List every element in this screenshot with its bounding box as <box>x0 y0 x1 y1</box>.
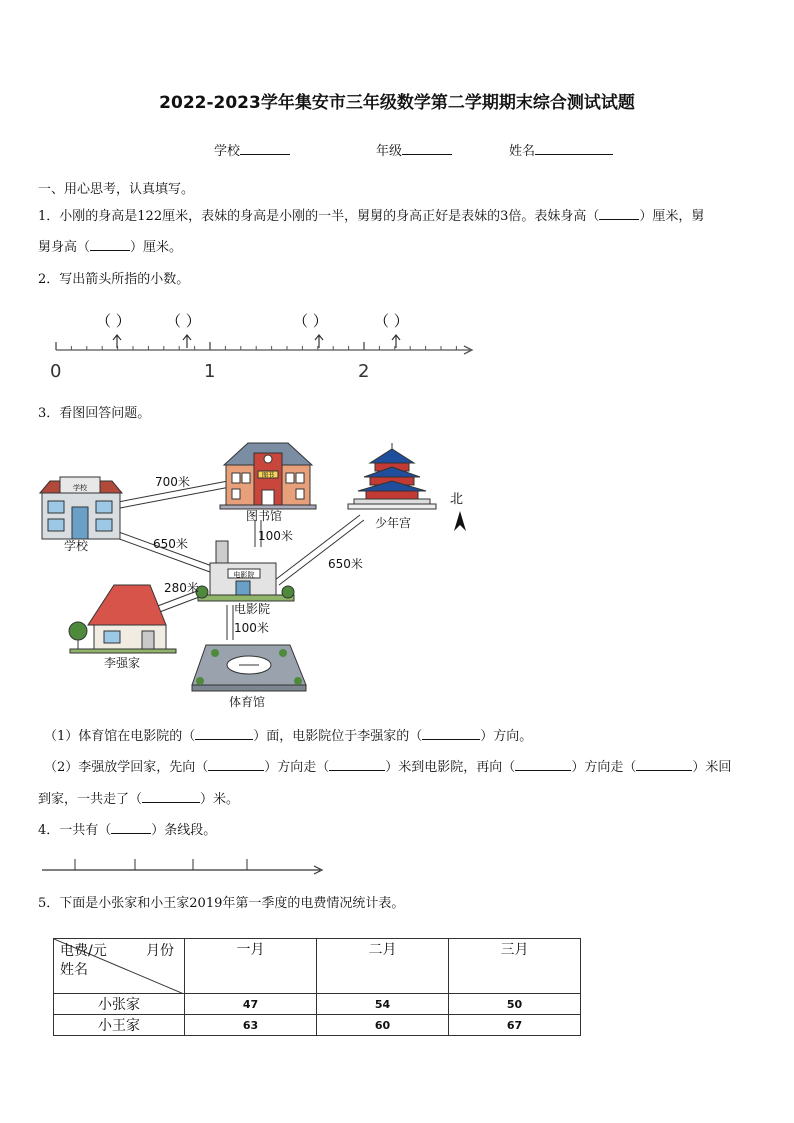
table-row <box>54 994 581 1015</box>
town-map-figure <box>30 435 490 715</box>
q1-text-a: 1．小刚的身高是122厘米，表妹的身高是小刚的一半，舅舅的身高正好是表妹的3倍。表妹身高（ <box>38 209 600 224</box>
grade-label: 年级 <box>376 144 403 159</box>
school-field[interactable] <box>214 140 290 159</box>
grade-blank[interactable] <box>402 142 452 155</box>
q3-1-text-c: ）方向。 <box>480 729 533 744</box>
header-fee: 电费/元 <box>60 943 107 959</box>
school-building <box>40 477 122 539</box>
row-name: 小王家 <box>54 1015 185 1036</box>
q3-2-blank-3[interactable] <box>515 760 571 771</box>
q3-2-blank-4[interactable] <box>636 760 692 771</box>
q1-text-d: ）厘米。 <box>130 240 183 255</box>
table-cell: 50 <box>449 994 581 1015</box>
question-2-text: 2．写出箭头所指的小数。 <box>38 272 190 287</box>
lqhome-label: 李强家 <box>104 656 141 670</box>
answer-paren-2[interactable]: （ ） <box>166 312 201 330</box>
q3-2-blank-1[interactable] <box>208 760 264 771</box>
youth-palace-building <box>348 443 436 509</box>
line-segment-figure <box>40 855 330 879</box>
li-qiang-home <box>69 585 176 653</box>
library-label: 图书馆 <box>246 509 283 523</box>
q3-2-text-c: ）米到电影院，再向（ <box>385 760 516 775</box>
tick-label-0: 0 <box>50 361 62 382</box>
q3-1-blank-1[interactable] <box>195 729 253 740</box>
answer-paren-3[interactable]: （ ） <box>293 312 328 330</box>
header-month: 月份 <box>146 943 174 959</box>
gym-building <box>192 645 306 691</box>
q3-2-blank-2[interactable] <box>329 760 385 771</box>
school-label: 学校 <box>64 539 89 553</box>
question-5-text: 5．下面是小张家和小王家2019年第一季度的电费情况统计表。 <box>38 896 405 911</box>
library-building <box>220 443 316 509</box>
library-sign-text: 图书 <box>261 472 275 479</box>
question-3-2-line-1 <box>44 760 731 776</box>
cinema-sign-text: 电影院 <box>233 571 255 579</box>
q3-2-blank-5[interactable] <box>142 792 200 803</box>
q1-blank-2[interactable] <box>90 240 130 251</box>
q1-blank-1[interactable] <box>599 209 639 220</box>
month-header: 三月 <box>449 939 581 994</box>
section-heading: 一、用心思考，认真填写。 <box>38 182 195 197</box>
answer-paren-1[interactable]: （ ） <box>96 312 131 330</box>
answer-paren-4[interactable]: （ ） <box>374 312 409 330</box>
cinema-building <box>196 541 294 601</box>
up-arrow-icon <box>183 335 191 348</box>
table-row <box>54 1015 581 1036</box>
school-label: 学校 <box>214 144 241 159</box>
header-name: 姓名 <box>60 962 88 978</box>
table-cell: 47 <box>185 994 317 1015</box>
month-header: 二月 <box>317 939 449 994</box>
tick-label-1: 1 <box>204 361 216 382</box>
q3-2-text-g: ）米。 <box>200 792 240 807</box>
q4-blank[interactable] <box>111 823 151 834</box>
question-3-2-line-2 <box>38 792 239 808</box>
name-label: 姓名 <box>509 144 536 159</box>
question-1-line-2 <box>38 240 182 256</box>
dist-home-cinema: 280米 <box>164 581 199 595</box>
name-field[interactable] <box>509 140 613 159</box>
q3-1-text-b: ）面，电影院位于李强家的（ <box>253 729 423 744</box>
north-label: 北 <box>450 492 464 507</box>
number-line-figure <box>40 305 490 385</box>
q3-1-text-a: （1）体育馆在电影院的（ <box>44 729 196 744</box>
q3-2-text-b: ）方向走（ <box>264 760 330 775</box>
q4-text-a: 4．一共有（ <box>38 823 112 838</box>
table-header-row <box>54 939 581 994</box>
month-header: 一月 <box>185 939 317 994</box>
table-cell: 54 <box>317 994 449 1015</box>
up-arrow-icon <box>315 335 323 348</box>
north-arrow-icon <box>454 511 466 531</box>
table-cell: 60 <box>317 1015 449 1036</box>
up-arrow-icon <box>113 335 121 348</box>
gym-label: 体育馆 <box>229 695 266 709</box>
dist-school-cinema: 650米 <box>153 537 188 551</box>
q3-1-blank-2[interactable] <box>422 729 480 740</box>
q4-text-b: ）条线段。 <box>151 823 217 838</box>
q3-2-text-e: ）米回 <box>692 760 732 775</box>
diagonal-header-cell <box>54 939 185 994</box>
question-3-1 <box>44 729 532 745</box>
cinema-label: 电影院 <box>234 602 271 616</box>
tick-label-2: 2 <box>358 361 370 382</box>
dist-library-cinema: 100米 <box>258 529 293 543</box>
row-name: 小张家 <box>54 994 185 1015</box>
dist-cinema-gym: 100米 <box>234 621 269 635</box>
dist-school-library: 700米 <box>155 475 190 489</box>
q3-2-text-a: （2）李强放学回家，先向（ <box>44 760 209 775</box>
q1-text-b: ）厘米，舅 <box>639 209 705 224</box>
question-1-line-1 <box>38 209 704 225</box>
dist-palace-cinema: 650米 <box>328 557 363 571</box>
question-4 <box>38 823 216 839</box>
school-sign-text: 学校 <box>73 484 87 492</box>
school-blank[interactable] <box>240 142 290 155</box>
table-cell: 63 <box>185 1015 317 1036</box>
page-title: 2022-2023学年集安市三年级数学第二学期期末综合测试试题 <box>159 93 635 113</box>
q1-text-c: 舅身高（ <box>38 240 91 255</box>
question-3-text: 3．看图回答问题。 <box>38 406 151 421</box>
up-arrow-icon <box>392 335 400 348</box>
grade-field[interactable] <box>376 140 452 159</box>
electricity-table <box>53 938 581 1036</box>
q3-2-text-d: ）方向走（ <box>571 760 637 775</box>
table-cell: 67 <box>449 1015 581 1036</box>
q3-2-text-f: 到家，一共走了（ <box>38 792 143 807</box>
name-blank[interactable] <box>535 142 613 155</box>
palace-label: 少年宫 <box>375 516 412 530</box>
